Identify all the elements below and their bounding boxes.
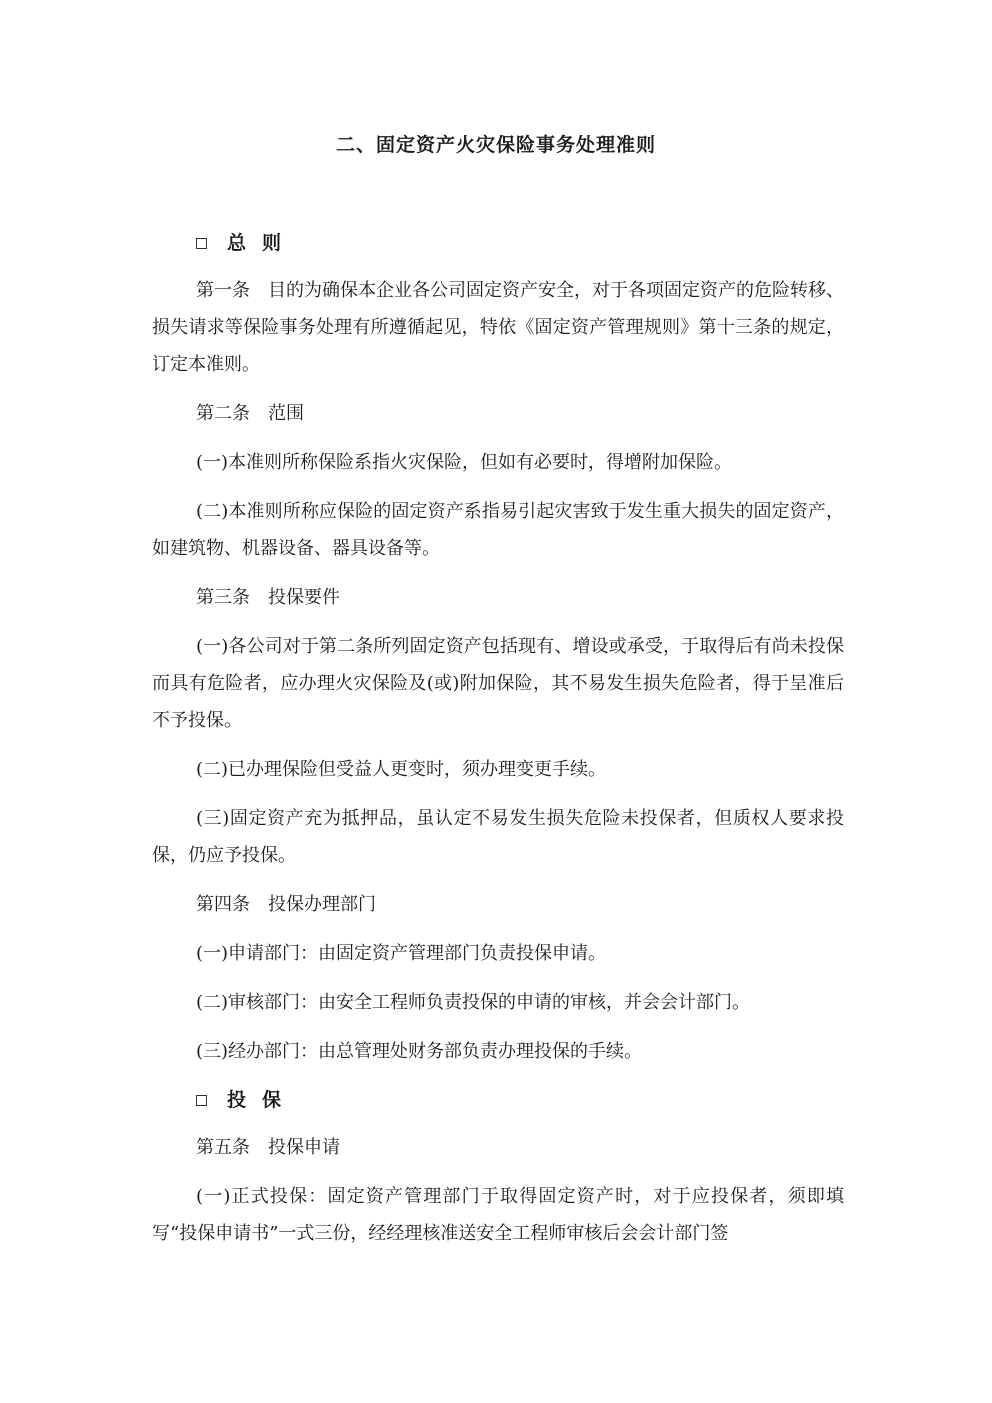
checkbox-square-icon — [196, 1095, 207, 1106]
article-heading: 投保要件 — [268, 587, 340, 608]
section-heading-insure — [152, 1082, 844, 1119]
article-number: 第一条 — [196, 280, 250, 301]
article-5 — [152, 1129, 844, 1166]
article-3 — [152, 579, 844, 616]
section-title: 投保 — [227, 1089, 298, 1111]
section-title: 总则 — [227, 232, 298, 254]
article-heading: 投保申请 — [268, 1137, 340, 1158]
clause: (一)本准则所称保险系指火灾保险，但如有必要时，得增附加保险。 — [196, 452, 733, 473]
article-number: 第四条 — [196, 894, 250, 915]
clause: (三)经办部门：由总管理处财务部负责办理投保的手续。 — [196, 1041, 643, 1062]
article-number: 第五条 — [196, 1137, 250, 1158]
article-4 — [152, 886, 844, 923]
checkbox-square-icon — [196, 238, 207, 249]
clause: (二)本准则所称应保险的固定资产系指易引起灾害致于发生重大损失的固定资产，如建筑物、机器设备、器具设备等。 — [152, 501, 844, 559]
clause: (一)各公司对于第二条所列固定资产包括现有、增设或承受，于取得后有尚未投保而具有危险者，应办理火灾保险及(或)附加保险，其不易发生损失危险者，得于呈准后不予投保。 — [152, 636, 844, 731]
clause: (三)固定资产充为抵押品，虽认定不易发生损失危险未投保者，但质权人要求投保，仍应予投保。 — [152, 808, 844, 866]
clause: (二)已办理保险但受益人更变时，须办理变更手续。 — [196, 759, 607, 780]
clause: (二)审核部门：由安全工程师负责投保的申请的审核，并会会计部门。 — [196, 992, 751, 1013]
document-title: 二、固定资产火灾保险事务处理准则 — [335, 134, 656, 156]
article-number: 第二条 — [196, 403, 250, 424]
clause: (一)正式投保：固定资产管理部门于取得固定资产时，对于应投保者，须即填写“投保申请书”一式三份，经经理核准送安全工程师审核后会会计部门签 — [152, 1186, 844, 1244]
section-heading-general — [152, 225, 844, 262]
article-text: 目的为确保本企业各公司固定资产安全，对于各项固定资产的危险转移、损失请求等保险事务处理有所遵循起见，特依《固定资产管理规则》第十三条的规定，订定本准则。 — [152, 280, 844, 375]
article-1 — [152, 272, 844, 383]
clause: (一)申请部门：由固定资产管理部门负责投保申请。 — [196, 943, 607, 964]
document-body — [152, 225, 844, 1264]
article-heading: 投保办理部门 — [268, 894, 376, 915]
article-heading: 范围 — [268, 403, 304, 424]
article-2 — [152, 395, 844, 432]
article-number: 第三条 — [196, 587, 250, 608]
